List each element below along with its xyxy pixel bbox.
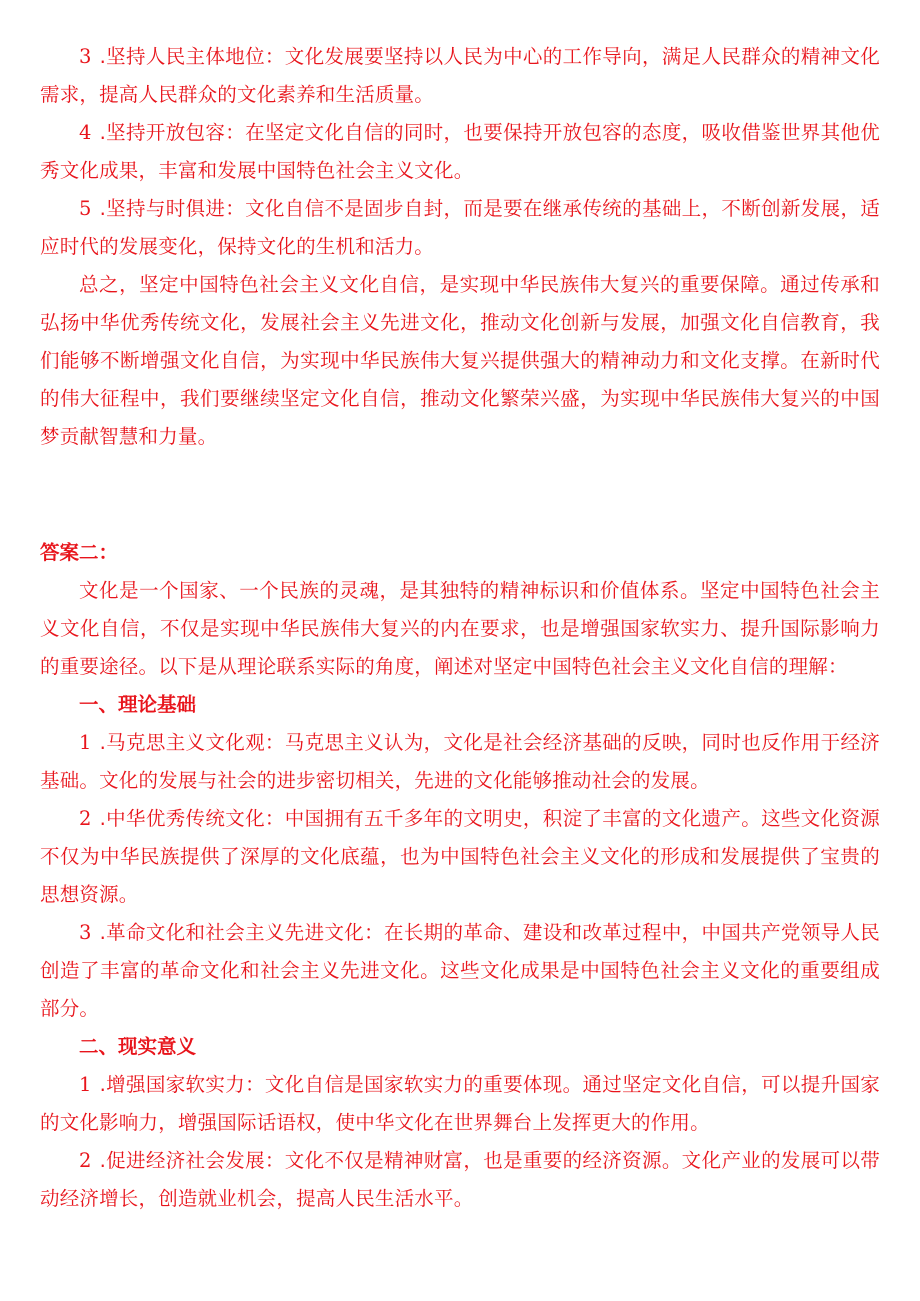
item-text: .增强国家软实力：文化自信是国家软实力的重要体现。通过坚定文化自信，可以提升国家的文化影响力，增强国际话语权，使中华文化在世界舞台上发挥更大的作用。 [40,1073,880,1134]
item-number: 3 [79,921,92,944]
item-text: .促进经济社会发展：文化不仅是精神财富，也是重要的经济资源。文化产业的发展可以带动经济增长，创造就业机会，提高人民生活水平。 [40,1149,880,1210]
item-number: 4 [79,121,92,144]
list-item-soft-power [40,1066,880,1142]
item-text: .坚持与时俱进：文化自信不是固步自封，而是要在继承传统的基础上，不断创新发展，适应时代的发展变化，保持文化的生机和活力。 [40,197,880,258]
list-item-revolutionary-culture [40,914,880,1028]
list-item-openness [40,114,880,190]
item-text: .坚持开放包容：在坚定文化自信的同时，也要保持开放包容的态度，吸收借鉴世界其他优秀文化成果，丰富和发展中国特色社会主义文化。 [40,121,880,182]
item-text: .革命文化和社会主义先进文化：在长期的革命、建设和改革过程中，中国共产党领导人民创造了丰富的革命文化和社会主义先进文化。这些文化成果是中国特色社会主义文化的重要组成部分。 [40,921,880,1020]
item-number: 2 [79,807,92,830]
list-item-economic-development [40,1142,880,1218]
item-text: .马克思主义文化观：马克思主义认为，文化是社会经济基础的反映，同时也反作用于经济基础。文化的发展与社会的进步密切相关，先进的文化能够推动社会的发展。 [40,731,880,792]
item-number: 1 [79,731,92,754]
answer-two-title: 答案二： [40,541,119,564]
intro-paragraph: 文化是一个国家、一个民族的灵魂，是其独特的精神标识和价值体系。坚定中国特色社会主义文化自信，不仅是实现中华民族伟大复兴的内在要求，也是增强国家软实力、提升国际影响力的重要途径。以下是从理论联系实际的角度，阐述对坚定中国特色社会主义文化自信的理解： [40,579,880,678]
document-page [40,38,880,1218]
item-number: 3 [79,45,92,68]
section-gap [40,456,880,534]
item-number: 2 [79,1149,92,1172]
section-heading-theory: 一、理论基础 [79,693,197,716]
conclusion-paragraph: 总之，坚定中国特色社会主义文化自信，是实现中华民族伟大复兴的重要保障。通过传承和弘扬中华优秀传统文化，发展社会主义先进文化，推动文化创新与发展，加强文化自信教育，我们能够不断增强文化自信，为实现中华民族伟大复兴提供强大的精神动力和文化支撑。在新时代的伟大征程中，我们要继续坚定文化自信，推动文化繁荣兴盛，为实现中华民族伟大复兴的中国梦贡献智慧和力量。 [40,273,880,448]
item-text: .坚持人民主体地位：文化发展要坚持以人民为中心的工作导向，满足人民群众的精神文化需求，提高人民群众的文化素养和生活质量。 [40,45,880,106]
list-item-adhere-people [40,38,880,114]
item-text: .中华优秀传统文化：中国拥有五千多年的文明史，积淀了丰富的文化遗产。这些文化资源不仅为中华民族提供了深厚的文化底蕴，也为中国特色社会主义文化的形成和发展提供了宝贵的思想资源。 [40,807,880,906]
list-item-keep-pace [40,190,880,266]
item-number: 5 [79,197,92,220]
item-number: 1 [79,1073,92,1096]
list-item-traditional-culture [40,800,880,914]
section-heading-significance: 二、现实意义 [79,1035,197,1058]
list-item-marxism [40,724,880,800]
